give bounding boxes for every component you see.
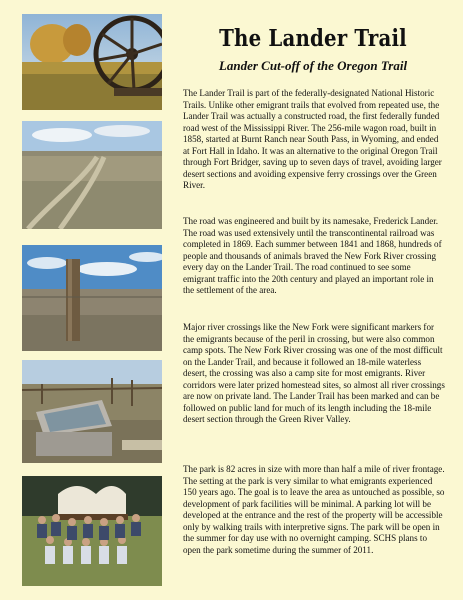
paragraph-river-crossings: Major river crossings like the New Fork were significant markers for the emigrants because of the peril in crossing, but were also common camp spots. The New Fork River crossing was one of the most difficult on the Lander Trail, and because it followed an 18-mile waterless desert, the crossing was also a camp site for most emigrants. River corridors were later prized homestead sites, so almost all river crossings are now on private land. The Lander Trail has been marked and can be followed on public land for much of its length including the 18-mile desert section through the Green River Valley.: [183, 322, 445, 424]
photo-interpretive-sign: [22, 360, 162, 463]
page-subtitle: Lander Cut-off of the Oregon Trail: [218, 58, 408, 73]
photo-group-with-wagon: [22, 476, 162, 586]
paragraph-park: The park is 82 acres in size with more than half a mile of river frontage. The setting at the park is very similar to what emigrants experienced 150 years ago. The goal is to leave the area as untouched as possible, so development of park facilities will be minimal. A parking lot will be developed at the entrance and the rest of the property will be accessible only by walking trails with interpretive signs. The park will be open in the summer for day use with no overnight camping. SCHS plans to open the park sometime during the summer of 2011.: [183, 464, 445, 555]
paragraph-frederick-lander: The road was engineered and built by its namesake, Frederick Lander. The road was used extensively until the transcontinental railroad was completed in 1869. Each summer between 1841 and 1868, hundreds of people and thousands of animals braved the New Fork River crossing every day on the Lander Trail. The road continued to see some emigrant traffic into the 20th century and played an important role in the settlement of the area.: [183, 216, 442, 295]
photo-wagon-wheel: [22, 14, 162, 110]
photo-trail-ruts: [22, 121, 162, 229]
photo-trail-marker-post: [22, 245, 162, 351]
page-title: The Lander Trail: [219, 25, 407, 52]
paragraph-intro: The Lander Trail is part of the federally-designated National Historic Trails. Unlike other emigrant trails that evolved from repeated use, the Lander Trail was actually a constructed road, the first federally funded road west of the Mississippi River. The 256-mile wagon road, built in 1858, started at Burnt Ranch near South Pass, in Wyoming, and ended at Fort Hall in Idaho. It was an alternative to the original Oregon Trail through Fort Bridger, saving up to seven days of travel, avoiding larger desert sections and avoiding expensive ferry crossings over the Green River.: [183, 88, 442, 190]
